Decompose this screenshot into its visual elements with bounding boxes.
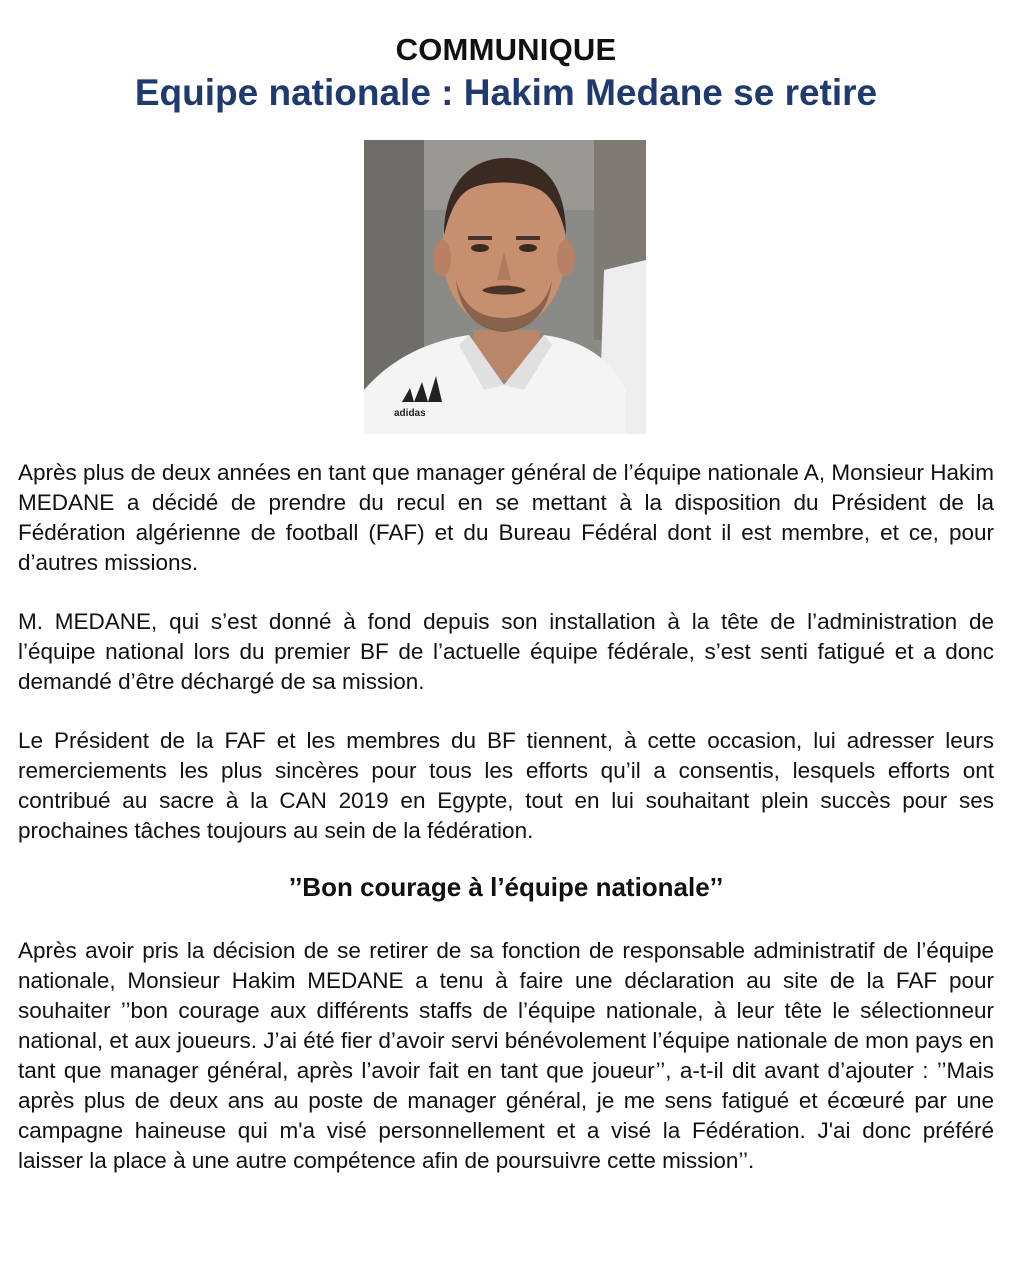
shirt-logo-text: adidas	[394, 408, 426, 419]
headline: Equipe nationale : Hakim Medane se retire	[134, 72, 878, 113]
document-label: COMMUNIQUE	[395, 32, 617, 67]
portrait-photo	[364, 140, 646, 434]
paragraph-1: Après plus de deux années en tant que manager général de l’équipe nationale A, Monsieur Hakim MEDANE a décidé de prendre du recul en se mettant à la disposition du Président de la Fédération algérienne de football (FAF) et du Bureau Fédéral dont il est membre, et ce, pour d’autres missions.	[18, 460, 994, 575]
paragraph-3: Le Président de la FAF et les membres du BF tiennent, à cette occasion, lui adresser leurs remerciements les plus sincères pour tous les efforts qu’il a consentis, lesquels efforts ont contribué au sacre à la CAN 2019 en Egypte, tout en lui souhaitant plein succès pour ses prochaines tâches toujours au sein de la fédération.	[18, 728, 994, 843]
paragraph-2: M. MEDANE, qui s’est donné à fond depuis son installation à la tête de l’administration de l’équipe national lors du premier BF de l’actuelle équipe fédérale, s’est senti fatigué et a donc demandé d’être déchargé de sa mission.	[18, 609, 994, 694]
closing-paragraph: Après avoir pris la décision de se retirer de sa fonction de responsable administratif de l’équipe nationale, Monsieur Hakim MEDANE a tenu à faire une déclaration au site de la FAF pour souhaiter ’’bon courage aux différents staffs de l’équipe nationale, à leur tête le sélectionneur national, et aux joueurs. J’ai été fier d’avoir servi bénévolement l’équipe nationale de mon pays en tant que manager général, après l’avoir fait en tant que joueur’’, a-t-il dit avant d’ajouter : ’’Mais après plus de deux ans au poste de manager général, je me sens fatigué et écœuré par une campagne haineuse qui m'a visé personnellement et a visé la Fédération. J'ai donc préféré laisser la place à une autre compétence afin de poursuivre cette mission’’.	[18, 938, 994, 1173]
quote-subheading: ’’Bon courage à l’équipe nationale’’	[288, 872, 724, 902]
